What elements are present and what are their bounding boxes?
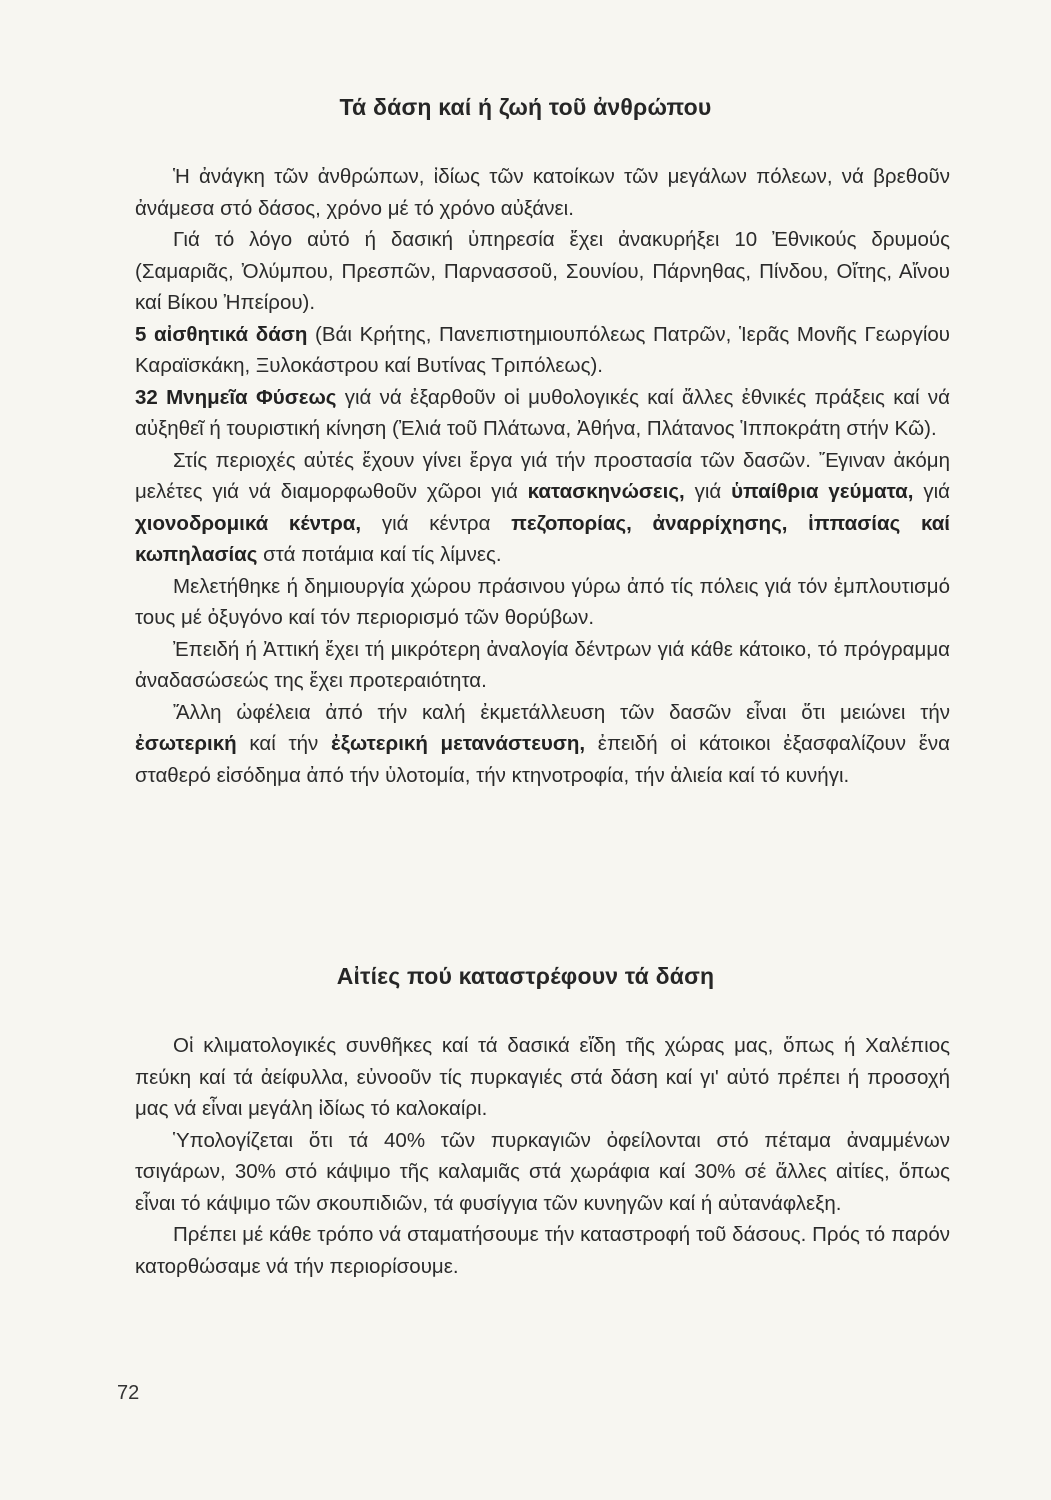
bold-term: χιονοδρομικά κέντρα, bbox=[135, 511, 362, 535]
text-span: (Βάι Κρήτης, Πανεπιστημιουπόλεως Πατρῶν, Ἱερᾶς Μονῆς Γεωργίου Καραϊσκάκη, Ξυλοκάστρου καί Βυτίνας Τριπόλεως). bbox=[135, 322, 950, 377]
bold-term: πεζοπορίας, ἀναρρίχησης, ἱππασίας καί κωπηλασίας bbox=[135, 511, 951, 566]
section-body-causes bbox=[135, 1030, 950, 1282]
paragraph: Ἡ ἀνάγκη τῶν ἀνθρώπων, ἰδίως τῶν κατοίκων τῶν μεγάλων πόλεων, νά βρεθοῦν ἀνάμεσα στό δάσος, χρόνο μέ τό χρόνο αὐξάνει. bbox=[135, 165, 950, 220]
paragraph: Ὑπολογίζεται ὅτι τά 40% τῶν πυρκαγιῶν ὀφείλονται στό πέταμα ἀναμμένων τσιγάρων, 30% στό κάψιμο τῆς καλαμιᾶς στά χωράφια καί 30% σέ ἄλλες αἰτίες, ὅπως εἶναι τό κάψιμο τῶν σκουπιδιῶν, τά φυσίγγια τῶν κυνηγῶν καί ή αὐτανάφλεξη. bbox=[135, 1128, 950, 1215]
bold-term: ἐξωτερική μετανάστευση, bbox=[331, 732, 586, 755]
text-span: γιά νά ἐξαρθοῦν οἱ μυθολογικές καί ἄλλες ἐθνικές πράξεις καί νά αὐξηθεῖ ή τουριστική κίνηση (Ἐλιά τοῦ Πλάτωνα, Ἀθήνα, Πλάτανος Ἱπποκράτη στήν Κῶ). bbox=[135, 385, 950, 440]
bold-term: ἐσωτερική bbox=[135, 732, 237, 755]
section-title-causes: Αἰτίες πού καταστρέφουν τά δάση bbox=[336, 963, 715, 989]
paragraph: Πρέπει μέ κάθε τρόπο νά σταματήσουμε τήν καταστροφή τοῦ δάσους. Πρός τό παρόν κατορθώσαμε νά τήν περιορίσουμε. bbox=[135, 1223, 950, 1278]
bold-term: 5 αἰσθητικά δάση bbox=[135, 322, 308, 346]
paragraph: Μελετήθηκε ή δημιουργία χώρου πράσινου γύρω ἀπό τίς πόλεις γιά τόν ἐμπλουτισμό τους μέ ὀξυγόνο καί τόν περιορισμό τῶν θορύβων. bbox=[135, 574, 950, 629]
paragraph: Ἐπειδή ή Ἀττική ἔχει τή μικρότερη ἀναλογία δέντρων γιά κάθε κάτοικο, τό πρόγραμμα ἀναδασώσεώς της ἔχει προτεραιότητα. bbox=[135, 637, 950, 692]
bold-term: ὑπαίθρια γεύματα, bbox=[731, 480, 914, 503]
text-span: καί τήν bbox=[236, 732, 332, 755]
paragraph bbox=[135, 319, 950, 382]
paragraph: Οἱ κλιματολογικές συνθῆκες καί τά δασικά εἴδη τῆς χώρας μας, ὅπως ή Χαλέπιος πεύκη καί τά ἀείφυλλα, εὐνοοῦν τίς πυρκαγιές στά δάση καί γι' αὐτό πρέπει ή προσοχή μας νά εἶναι μεγάλη ἰδίως τό καλοκαίρι. bbox=[135, 1034, 950, 1120]
text-span: Ἄλλη ὠφέλεια ἀπό τήν καλή ἐκμετάλλευση τῶν δασῶν εἶναι ὅτι μειώνει τήν bbox=[173, 700, 950, 724]
paragraph: Γιά τό λόγο αὐτό ή δασική ὑπηρεσία ἔχει ἀνακυρήξει 10 Ἐθνικούς δρυμούς (Σαμαριᾶς, Ὀλύμπου, Πρεσπῶν, Παρνασσοῦ, Σουνίου, Πάρνηθας, Πίνδου, Οἴτης, Αἴνου καί Βίκου Ἠπείρου). bbox=[135, 228, 950, 314]
text-span: γιά κέντρα bbox=[361, 511, 512, 535]
text-span: στά ποτάμια καί τίς λίμνες. bbox=[257, 543, 502, 566]
paragraph bbox=[135, 445, 950, 571]
text-span: γιά bbox=[913, 480, 950, 503]
text-span: ἐπειδή οἱ κάτοικοι ἐξασφαλίζουν ἕνα σταθερό εἰσόδημα ἀπό τήν ὑλοτομία, τήν κτηνοτροφία, τήν ἁλιεία καί τό κυνήγι. bbox=[135, 732, 950, 787]
bold-term: κατασκηνώσεις, bbox=[527, 480, 685, 503]
section-body-forests-and-life bbox=[135, 161, 950, 791]
bold-term: 32 Μνημεῖα Φύσεως bbox=[135, 385, 337, 409]
paragraph bbox=[135, 382, 950, 445]
text-span: γιά bbox=[684, 480, 732, 503]
paragraph bbox=[135, 697, 950, 792]
page-number: 72 bbox=[117, 1382, 140, 1404]
section-title-forests-and-life: Τά δάση καί ή ζωή τοῦ ἀνθρώπου bbox=[339, 94, 712, 120]
text-span: Στίς περιοχές αὐτές ἔχουν γίνει ἔργα γιά τήν προστασία τῶν δασῶν. Ἔγιναν ἀκόμη μελέτες γιά νά διαμορφωθοῦν χῶροι γιά bbox=[135, 448, 950, 503]
